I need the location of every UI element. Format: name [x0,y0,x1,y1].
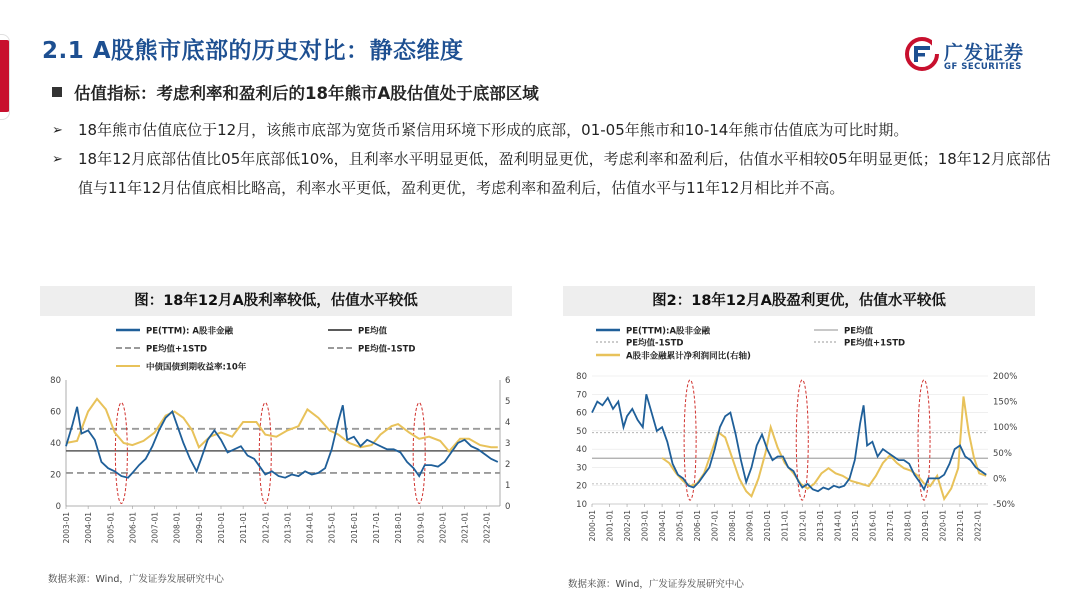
y-right-tick-label: 2 [505,460,511,470]
x-tick-label: 2006-01 [128,512,138,544]
x-tick-label: 2015-01 [850,510,860,542]
legend-label-5: A股非金融累计净利润同比(右轴) [626,351,751,362]
chart-2-pe-profit [560,318,1040,576]
x-tick-label: 2014-01 [833,510,843,542]
y-right-tick-label: 150% [993,397,1018,408]
x-tick-label: 2019-01 [920,510,930,542]
bond-yield-10y-line [66,399,498,452]
y-left-tick-label: 0 [55,502,61,512]
y-right-tick-label: 200% [993,372,1018,382]
y-right-tick-label: 100% [993,423,1018,434]
x-tick-label: 2007-01 [150,512,160,544]
x-tick-label: 2016-01 [349,512,359,544]
legend-label-1: PE(TTM): A股非金融 [146,326,233,337]
y-left-tick-label: 70 [576,390,587,401]
section-subheading [52,80,539,104]
y-right-tick-label: 50% [993,448,1012,459]
x-tick-label: 2022-01 [482,512,492,544]
y-right-tick-label: 0 [505,502,511,512]
pe-ttm-line [66,405,498,478]
x-tick-label: 2003-01 [62,512,71,544]
bullet-text-1: 18年熊市估值底位于12月，该熊市底部为宽货币紧信用环境下形成的底部，01-05年熊市和10-14年熊市估值底为可比时期。 [78,121,909,139]
x-tick-label: 2017-01 [372,512,381,544]
x-tick-label: 2014-01 [305,512,315,544]
company-logo [904,36,1054,76]
x-tick-label: 2005-01 [106,512,116,544]
x-tick-label: 2013-01 [815,510,825,542]
y-left-tick-label: 60 [576,408,587,419]
x-tick-label: 2015-01 [327,512,337,544]
x-tick-label: 2002-01 [623,510,633,542]
x-tick-label: 2019-01 [416,512,426,544]
highlight-ellipse-3 [413,403,425,504]
legend-label-4: PE均值-1STD [358,344,416,355]
chart-2-source: 数据来源：Wind，广发证券发展研究中心 [568,579,744,590]
x-tick-label: 2022-01 [973,510,983,542]
x-tick-label: 2000-01 [588,510,597,542]
x-tick-label: 2009-01 [745,510,755,542]
x-tick-label: 2021-01 [460,512,470,544]
y-left-tick-label: 80 [576,372,587,382]
y-right-tick-label: 1 [505,481,511,491]
y-left-tick-label: 40 [50,439,61,449]
subheading-text: 估值指标：考虑利率和盈利后的18年熊市A股估值处于底部区域 [74,84,539,103]
y-right-tick-label: -50% [993,500,1015,510]
x-tick-label: 2012-01 [798,510,808,542]
highlight-ellipse-2 [259,403,271,504]
x-tick-label: 2005-01 [675,510,685,542]
x-tick-label: 2001-01 [605,510,615,542]
left-accent-bar [0,40,10,112]
page-title: 2.1 A股熊市底部的历史对比：静态维度 [42,38,464,64]
x-tick-label: 2010-01 [763,510,773,542]
x-tick-label: 2007-01 [710,510,720,542]
y-left-tick-label: 20 [50,470,61,481]
y-left-tick-label: 80 [50,376,61,386]
x-tick-label: 2003-01 [640,510,650,542]
y-left-tick-label: 60 [50,407,61,418]
chart-1-title: 图：18年12月A股利率较低，估值水平较低 [40,286,512,316]
y-right-tick-label: 0% [993,474,1007,485]
x-tick-label: 2018-01 [394,512,404,544]
y-right-tick-label: 4 [505,418,511,428]
y-left-tick-label: 50 [576,426,587,437]
y-left-tick-label: 10 [576,500,587,510]
x-tick-label: 2004-01 [84,512,94,544]
bullet-text-2: 18年12月底部估值比05年底部低10%，且利率水平明显更低，盈利明显更优，考虑利率和盈利后，估值水平相较05年明显更低；18年12月底部估值与11年12月估值底相比略高，利率水平更低，盈利更优，考虑利率和盈利后，估值水平与11年12月相比并不高。 [78,150,1051,197]
x-tick-label: 2020-01 [938,510,948,542]
x-tick-label: 2009-01 [194,512,204,544]
x-tick-label: 2016-01 [868,510,878,542]
x-tick-label: 2018-01 [903,510,913,542]
logo-chinese-name: 广发证券 [944,42,1025,64]
x-tick-label: 2011-01 [780,510,790,542]
x-tick-label: 2008-01 [728,510,738,542]
square-bullet-icon [52,87,62,97]
legend-label-3: PE均值+1STD [146,344,208,355]
highlight-ellipse-1 [115,403,127,504]
y-left-tick-label: 40 [576,445,587,456]
legend-label-5: 中债国债到期收益率:10年 [146,362,247,373]
x-tick-label: 2020-01 [438,512,448,544]
y-left-tick-label: 30 [576,463,587,474]
x-tick-label: 2004-01 [658,510,668,542]
x-tick-label: 2021-01 [955,510,965,542]
logo-english-name: GF SECURITIES [944,62,1022,72]
y-right-tick-label: 5 [505,397,511,407]
bullet-item-1 [52,116,1062,145]
legend-label-4: PE均值+1STD [844,338,906,349]
x-tick-label: 2006-01 [693,510,703,542]
y-right-tick-label: 6 [505,376,511,386]
arrow-bullet-icon: ➢ [52,123,63,138]
y-left-tick-label: 20 [576,481,587,492]
chart-1-source: 数据来源：Wind，广发证券发展研究中心 [48,574,224,585]
legend-label-2: PE均值 [844,326,874,337]
gf-logo-icon [904,36,940,72]
x-tick-label: 2008-01 [172,512,182,544]
x-tick-label: 2010-01 [217,512,226,544]
chart-2-title: 图2：18年12月A股盈利更优，估值水平较低 [563,286,1035,316]
bullet-item-2 [52,145,1062,203]
chart-1-pe-yield [40,318,520,568]
y-right-tick-label: 3 [505,439,511,449]
x-tick-label: 2017-01 [885,510,895,542]
pe-ttm-line [592,394,986,491]
x-tick-label: 2012-01 [261,512,271,544]
arrow-bullet-icon: ➢ [52,152,63,167]
x-tick-label: 2013-01 [283,512,293,544]
legend-label-1: PE(TTM):A股非金融 [626,326,711,337]
legend-label-2: PE均值 [358,326,388,337]
legend-label-3: PE均值-1STD [626,338,684,349]
x-tick-label: 2011-01 [239,512,249,544]
